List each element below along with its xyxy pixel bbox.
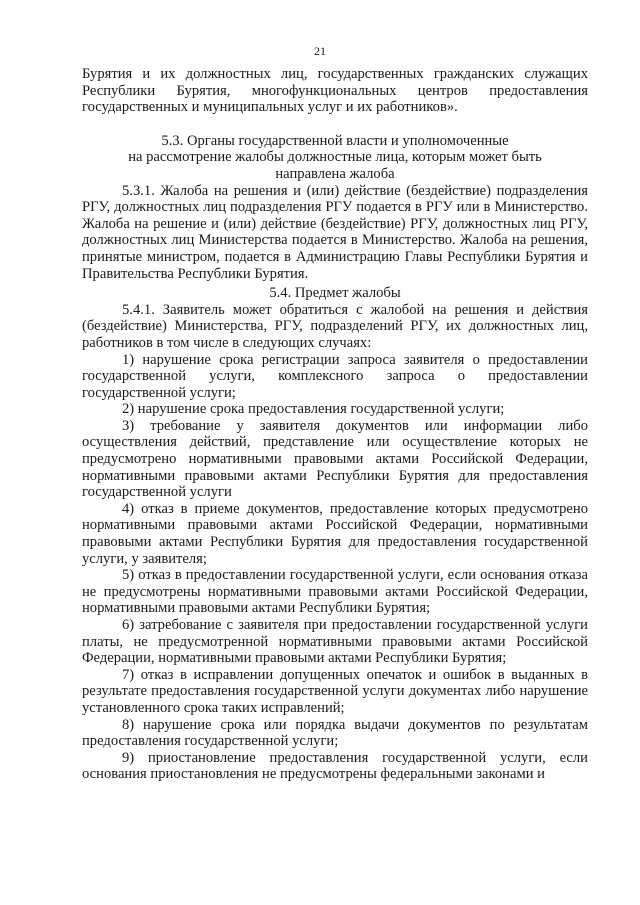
list-item: 2) нарушение срока предоставления государственной услуги; (122, 401, 505, 418)
list-item: 4) отказ в приеме документов, предоставление которых предусмотрено нормативными правовыми актами Российской Федерации, нормативными правовыми актами Республики Бурятия для предоставления государственной услуги, у заявителя; (82, 500, 588, 567)
section-5-3 (82, 133, 588, 282)
list-item: 3) требование у заявителя документов или информации либо осуществления действий, представление или осуществление которых не предусмотрено нормативными правовыми актами Российской Федерации, нормативными правовыми актами Республики Бурятия для предоставления государственной услуги (82, 417, 588, 501)
document-body (82, 66, 588, 783)
section-5-4-heading: 5.4. Предмет жалобы (269, 285, 401, 302)
paragraph-5-3-1: 5.3.1. Жалоба на решения и (или) действие (бездействие) подразделения РГУ, должностных лиц подразделения РГУ подается в РГУ или в Министерство. Жалоба на решение и (или) действие (бездействие) РГУ, должностных лиц РГУ, должностных лиц Министерства подается в Министерство. Жалоба на решения, принятые министром, подается в Администрацию Главы Республики Бурятия и Правительства Республики Бурятия. (82, 182, 588, 282)
paragraph-5-4-1: 5.4.1. Заявитель может обратиться с жалобой на решения и действия (бездействие) Министерства, РГУ, подразделений РГУ, их должностных лиц, работников в том числе в следующих случаях: (82, 301, 588, 351)
intro-paragraph: Бурятия и их должностных лиц, государственных гражданских служащих Республики Бурятия, многофункциональных центров предоставления государственных и муниципальных услуг и их работников». (82, 66, 588, 116)
section-5-3-heading-line2: на рассмотрение жалобы должностные лица, которым может быть (128, 149, 542, 166)
list-item: 8) нарушение срока или порядка выдачи документов по результатам предоставления государственной услуги; (82, 716, 588, 750)
section-5-3-heading-line3: направлена жалоба (275, 165, 395, 182)
list-item: 5) отказ в предоставлении государственной услуги, если основания отказа не предусмотрены нормативными правовыми актами Российской Федерации, нормативными правовыми актами Республики Бурятия; (82, 567, 588, 617)
list-item: 7) отказ в исправлении допущенных опечаток и ошибок в выданных в результате предоставления государственной услуги документах либо нарушение установленного срока таких исправлений; (82, 666, 588, 716)
section-5-3-heading-line1: 5.3. Органы государственной власти и уполномоченные (161, 132, 509, 149)
section-5-4 (82, 285, 588, 783)
page-number: 21 (314, 44, 326, 58)
list-item: 9) приостановление предоставления государственной услуги, если основания приостановления не предусмотрены федеральными законами и (82, 749, 588, 783)
list-item: 1) нарушение срока регистрации запроса заявителя о предоставлении государственной услуги, комплексного запроса о предоставлении государственной услуги; (82, 351, 588, 401)
list-item: 6) затребование с заявителя при предоставлении государственной услуги платы, не предусмотренной нормативными правовыми актами Российской Федерации, нормативными правовыми актами Республики Бурятия; (82, 617, 588, 667)
